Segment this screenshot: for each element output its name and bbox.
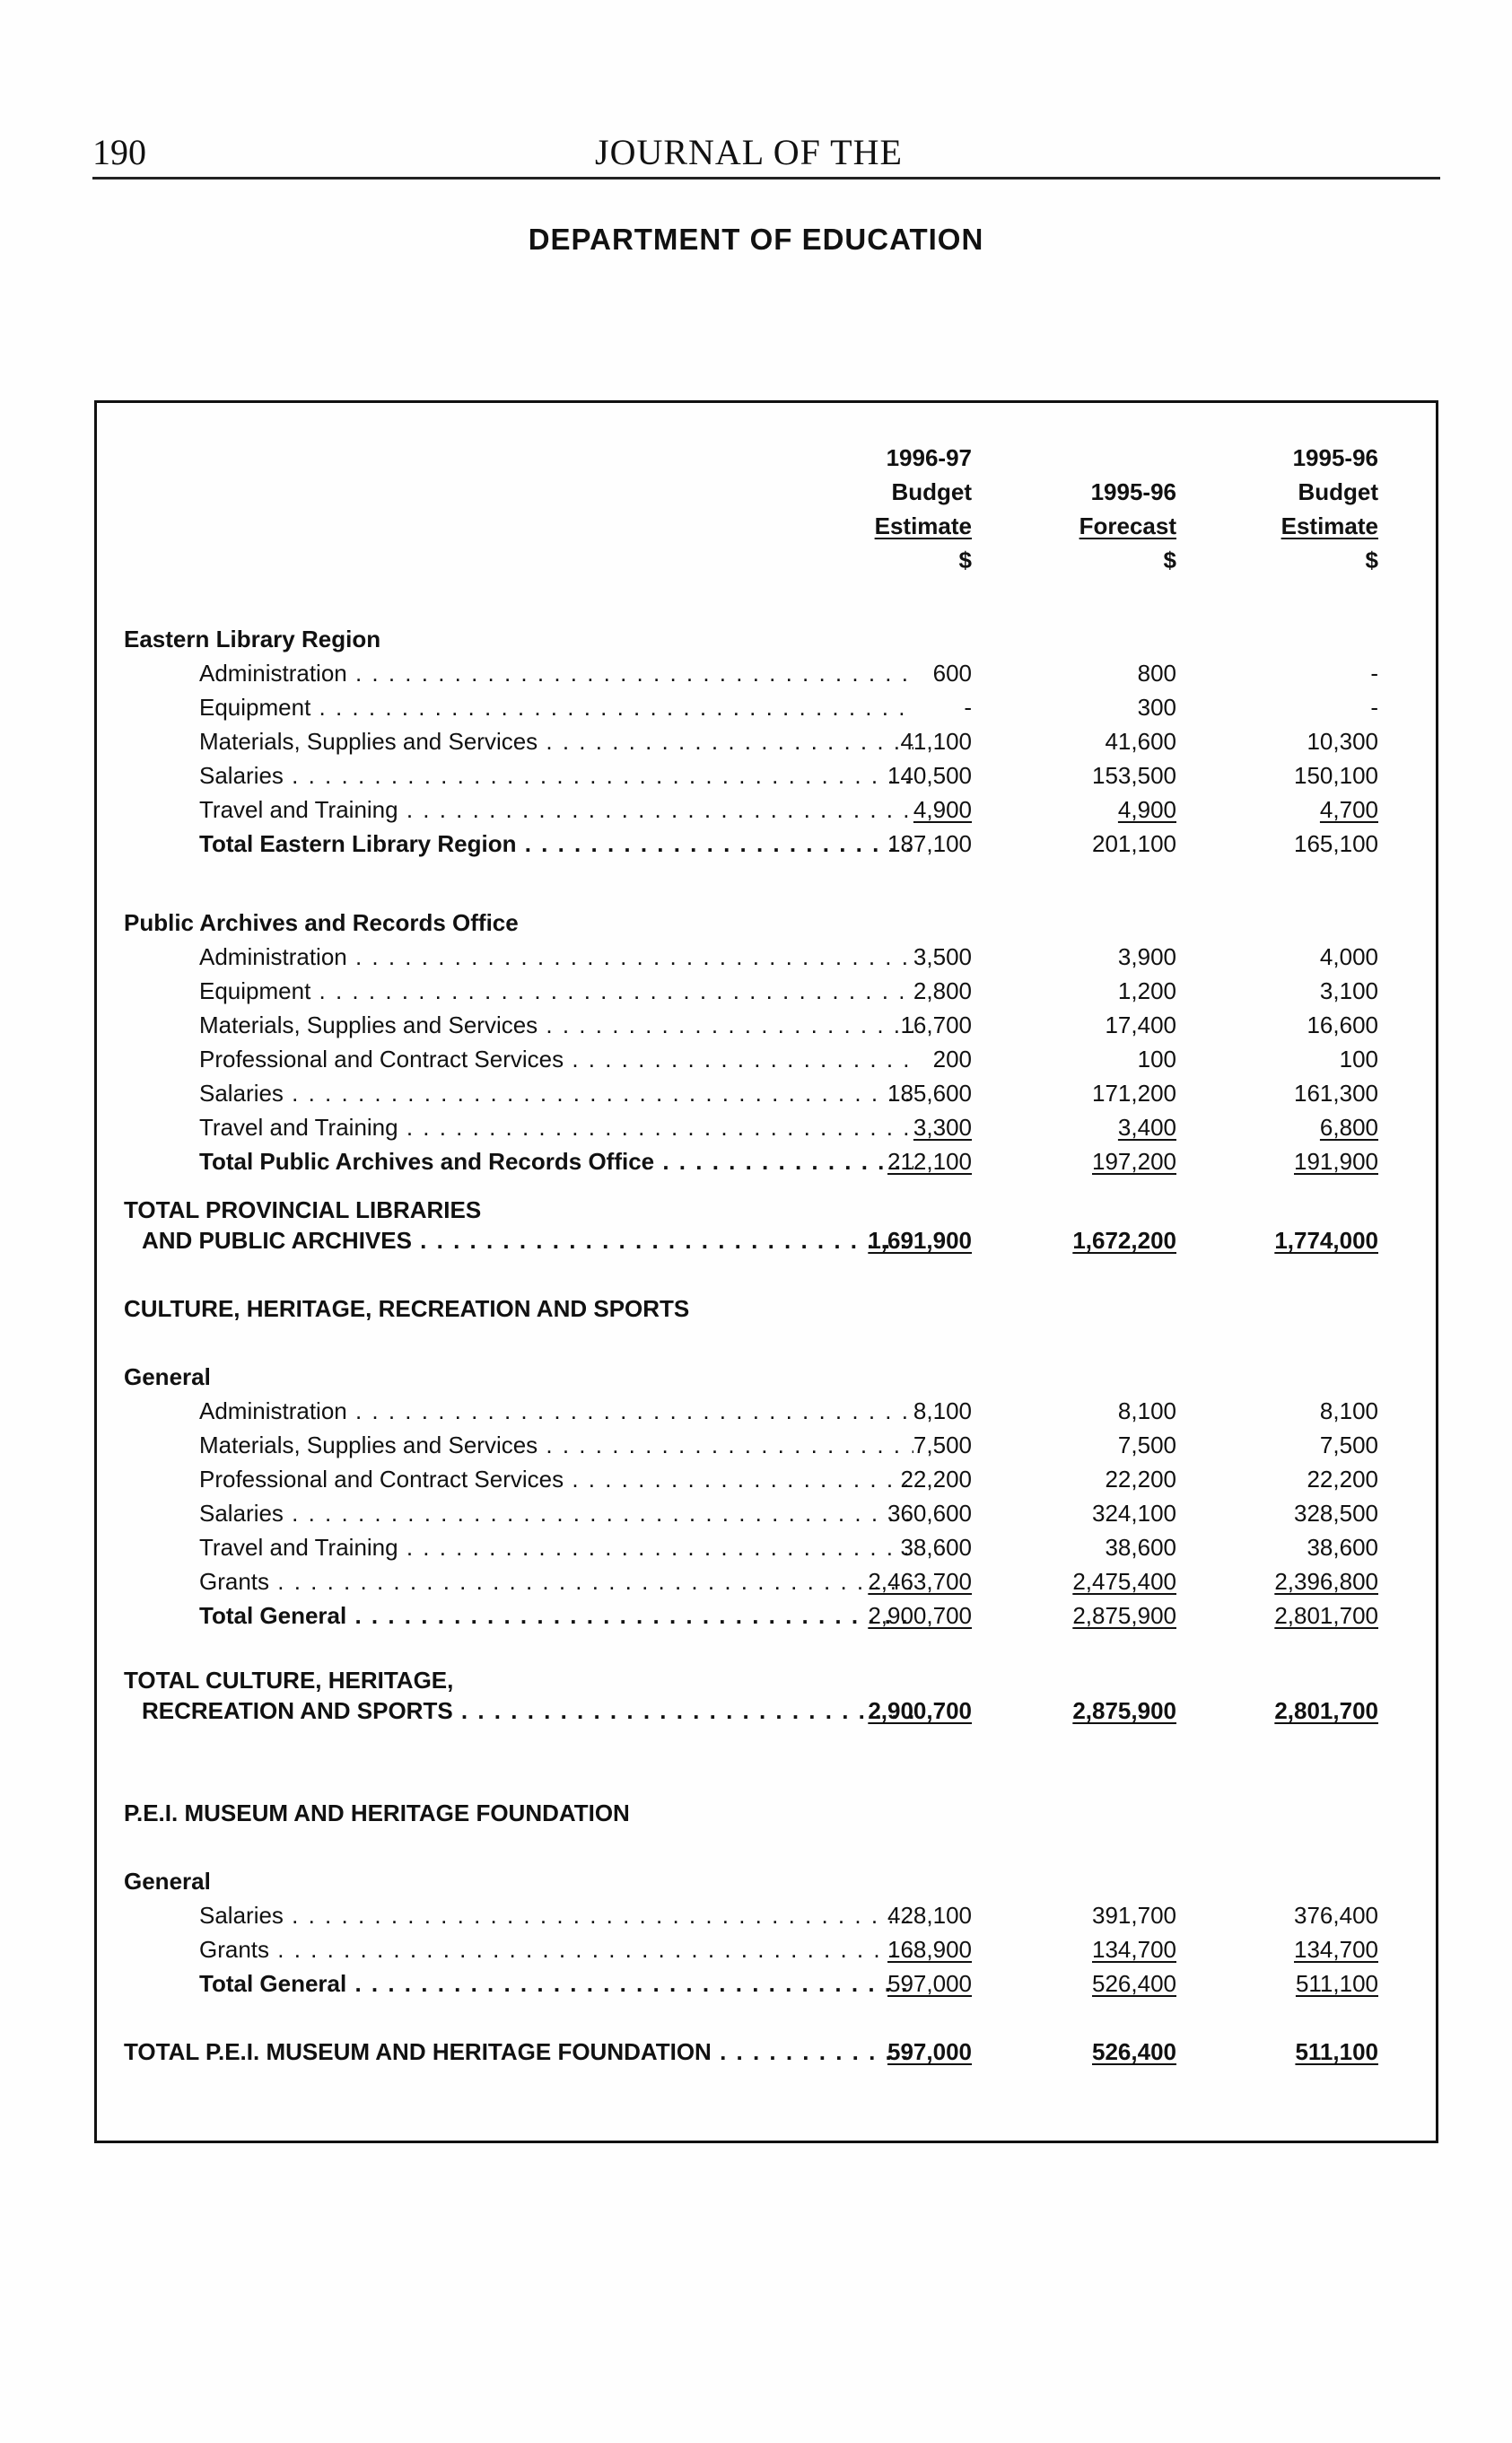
cell-value: 165,100 xyxy=(1294,830,1378,857)
cell-value: 2,801,700 xyxy=(1274,1602,1378,1629)
cell-value: 4,900 xyxy=(913,796,972,823)
row-label: Grants . . . xyxy=(199,1568,913,1596)
cell-value: 511,100 xyxy=(1295,2038,1378,2065)
row-label: Administration . . . xyxy=(199,943,913,971)
cell-value: 324,100 xyxy=(1092,1500,1176,1527)
column-1-line2: Estimate xyxy=(874,512,972,539)
row-label: Materials, Supplies and Services . . . xyxy=(199,1011,913,1039)
column-heading-3 xyxy=(1217,441,1378,577)
row-label: Salaries . . . xyxy=(199,1902,913,1930)
total-row xyxy=(97,1148,1441,1182)
row-label: Administration . . . xyxy=(199,660,913,687)
table-row xyxy=(97,943,1441,977)
cell-value: 153,500 xyxy=(1092,762,1176,789)
row-label: Professional and Contract Services . . . xyxy=(199,1046,913,1073)
row-label: RECREATION AND SPORTS . . . xyxy=(142,1697,913,1725)
table-row xyxy=(97,1466,1441,1500)
cell-value: 6,800 xyxy=(1319,1114,1378,1141)
cell-value: 100 xyxy=(1137,1046,1176,1073)
cell-value: 600 xyxy=(932,660,972,687)
column-3-line1: Budget xyxy=(1298,478,1378,505)
section-title-general: General xyxy=(124,1363,211,1390)
cell-value: 16,600 xyxy=(1307,1011,1378,1038)
row-label: Materials, Supplies and Services . . . xyxy=(199,1432,913,1459)
cell-value: 150,100 xyxy=(1294,762,1378,789)
cell-value: 3,900 xyxy=(1117,943,1176,970)
page-number: 190 xyxy=(92,132,146,172)
cell-value: 3,500 xyxy=(913,943,972,970)
row-label: Materials, Supplies and Services . . . xyxy=(199,728,913,756)
table-row xyxy=(97,1936,1441,1970)
cell-value: 4,900 xyxy=(1117,796,1176,823)
row-label: Equipment . . . xyxy=(199,977,913,1005)
page-header xyxy=(92,127,1440,174)
row-label: Professional and Contract Services . . . xyxy=(199,1466,913,1493)
cell-value: - xyxy=(1370,694,1378,721)
section-title-general: General xyxy=(124,1868,211,1895)
cell-value: 140,500 xyxy=(887,762,972,789)
cell-value: 1,200 xyxy=(1117,977,1176,1004)
cell-value: - xyxy=(964,694,972,721)
cell-value: 2,463,700 xyxy=(868,1568,972,1595)
cell-value: 168,900 xyxy=(887,1936,972,1963)
cell-value: 8,100 xyxy=(1117,1397,1176,1424)
cell-value: 8,100 xyxy=(913,1397,972,1424)
cell-value: - xyxy=(1370,660,1378,687)
cell-value: 38,600 xyxy=(900,1534,972,1561)
column-3-year: 1995-96 xyxy=(1292,444,1378,471)
cell-value: 3,100 xyxy=(1319,977,1378,1004)
cell-value: 134,700 xyxy=(1092,1936,1176,1963)
cell-value: 38,600 xyxy=(1105,1534,1176,1561)
cell-value: 22,200 xyxy=(1105,1466,1176,1493)
department-title: DEPARTMENT OF EDUCATION xyxy=(528,223,984,256)
table-row xyxy=(97,1046,1441,1080)
cell-value: 391,700 xyxy=(1092,1902,1176,1929)
table-row xyxy=(97,762,1441,796)
cell-value: 597,000 xyxy=(887,1970,972,1997)
column-3-line2: Estimate xyxy=(1280,512,1378,539)
table-row xyxy=(97,977,1441,1011)
cell-value: 2,875,900 xyxy=(1072,1697,1176,1724)
cell-value: 2,875,900 xyxy=(1072,1602,1176,1629)
section-title-archives: Public Archives and Records Office xyxy=(124,909,519,936)
row-label: AND PUBLIC ARCHIVES . . . xyxy=(142,1227,913,1255)
column-2-unit: $ xyxy=(1163,547,1176,574)
grand-total-row xyxy=(97,1697,1441,1731)
culture-heading: CULTURE, HERITAGE, RECREATION AND SPORTS xyxy=(124,1295,690,1322)
cell-value: 328,500 xyxy=(1294,1500,1378,1527)
cell-value: 161,300 xyxy=(1294,1080,1378,1107)
cell-value: 41,600 xyxy=(1105,728,1176,755)
cell-value: 2,396,800 xyxy=(1274,1568,1378,1595)
cell-value: 7,500 xyxy=(913,1432,972,1458)
column-heading-2 xyxy=(1015,441,1176,577)
cell-value: 3,300 xyxy=(913,1114,972,1141)
row-label: Administration . . . xyxy=(199,1397,913,1425)
column-2-year xyxy=(1015,441,1176,475)
row-label: Equipment . . . xyxy=(199,694,913,722)
table-row xyxy=(97,1397,1441,1432)
total-culture-line1: TOTAL CULTURE, HERITAGE, xyxy=(124,1667,454,1694)
cell-value: 100 xyxy=(1339,1046,1378,1073)
column-2-line2: Forecast xyxy=(1079,512,1176,539)
cell-value: 7,500 xyxy=(1319,1432,1378,1458)
estimates-table xyxy=(94,400,1438,2143)
column-1-unit: $ xyxy=(958,547,972,574)
row-label: Salaries . . . xyxy=(199,762,913,790)
row-label: Total Public Archives and Records Office . . . xyxy=(199,1148,913,1176)
column-3-unit: $ xyxy=(1365,547,1378,574)
table-row xyxy=(97,728,1441,762)
total-row xyxy=(97,1970,1441,2004)
table-row xyxy=(97,694,1441,728)
cell-value: 7,500 xyxy=(1117,1432,1176,1458)
header-rule xyxy=(92,177,1440,180)
table-row xyxy=(97,1500,1441,1534)
cell-value: 201,100 xyxy=(1092,830,1176,857)
cell-value: 360,600 xyxy=(887,1500,972,1527)
table-row xyxy=(97,1568,1441,1602)
total-row xyxy=(97,1602,1441,1636)
cell-value: 22,200 xyxy=(900,1466,972,1493)
row-label: Grants . . . xyxy=(199,1936,913,1964)
column-1-year: 1996-97 xyxy=(886,444,972,471)
grand-total-row xyxy=(97,1227,1441,1261)
table-row xyxy=(97,796,1441,830)
table-row xyxy=(97,1011,1441,1046)
cell-value: 41,100 xyxy=(900,728,972,755)
row-label: TOTAL P.E.I. MUSEUM AND HERITAGE FOUNDATION . . . xyxy=(124,2038,913,2066)
cell-value: 1,672,200 xyxy=(1072,1227,1176,1254)
journal-title: JOURNAL OF THE xyxy=(595,132,903,172)
cell-value: 171,200 xyxy=(1092,1080,1176,1107)
cell-value: 4,700 xyxy=(1319,796,1378,823)
cell-value: 2,900,700 xyxy=(868,1697,972,1724)
cell-value: 3,400 xyxy=(1117,1114,1176,1141)
column-2-line1: 1995-96 xyxy=(1090,478,1176,505)
cell-value: 2,900,700 xyxy=(868,1602,972,1629)
row-label: Travel and Training . . . xyxy=(199,1114,913,1142)
cell-value: 428,100 xyxy=(887,1902,972,1929)
cell-value: 376,400 xyxy=(1294,1902,1378,1929)
cell-value: 2,801,700 xyxy=(1274,1697,1378,1724)
row-label: Total Eastern Library Region . . . xyxy=(199,830,913,858)
table-row xyxy=(97,660,1441,694)
cell-value: 300 xyxy=(1137,694,1176,721)
table-row xyxy=(97,1902,1441,1936)
cell-value: 197,200 xyxy=(1092,1148,1176,1175)
column-heading-1 xyxy=(810,441,972,577)
row-label: Salaries . . . xyxy=(199,1080,913,1108)
cell-value: 17,400 xyxy=(1105,1011,1176,1038)
grand-total-row xyxy=(97,2038,1441,2072)
cell-value: 526,400 xyxy=(1092,2038,1176,2065)
cell-value: 134,700 xyxy=(1294,1936,1378,1963)
cell-value: 800 xyxy=(1137,660,1176,687)
cell-value: 191,900 xyxy=(1294,1148,1378,1175)
cell-value: 1,774,000 xyxy=(1274,1227,1378,1254)
cell-value: 526,400 xyxy=(1092,1970,1176,1997)
row-label: Total General . . . xyxy=(199,1602,913,1630)
cell-value: 1,691,900 xyxy=(868,1227,972,1254)
row-label: Salaries . . . xyxy=(199,1500,913,1528)
column-1-line1: Budget xyxy=(891,478,972,505)
row-label: Travel and Training . . . xyxy=(199,1534,913,1562)
cell-value: 597,000 xyxy=(887,2038,972,2065)
cell-value: 212,100 xyxy=(887,1148,972,1175)
total-libraries-line1: TOTAL PROVINCIAL LIBRARIES xyxy=(124,1196,482,1223)
cell-value: 511,100 xyxy=(1295,1970,1378,1997)
row-label: Total General . . . xyxy=(199,1970,913,1998)
table-row xyxy=(97,1534,1441,1568)
cell-value: 187,100 xyxy=(887,830,972,857)
cell-value: 4,000 xyxy=(1319,943,1378,970)
cell-value: 16,700 xyxy=(900,1011,972,1038)
section-title-eastern: Eastern Library Region xyxy=(124,626,381,652)
cell-value: 185,600 xyxy=(887,1080,972,1107)
cell-value: 10,300 xyxy=(1307,728,1378,755)
cell-value: 2,800 xyxy=(913,977,972,1004)
cell-value: 38,600 xyxy=(1307,1534,1378,1561)
cell-value: 8,100 xyxy=(1319,1397,1378,1424)
table-row xyxy=(97,1432,1441,1466)
total-row xyxy=(97,830,1441,864)
table-row xyxy=(97,1080,1441,1114)
cell-value: 22,200 xyxy=(1307,1466,1378,1493)
cell-value: 2,475,400 xyxy=(1072,1568,1176,1595)
row-label: Travel and Training . . . xyxy=(199,796,913,824)
museum-heading: P.E.I. MUSEUM AND HERITAGE FOUNDATION xyxy=(124,1799,630,1826)
table-row xyxy=(97,1114,1441,1148)
cell-value: 200 xyxy=(932,1046,972,1073)
